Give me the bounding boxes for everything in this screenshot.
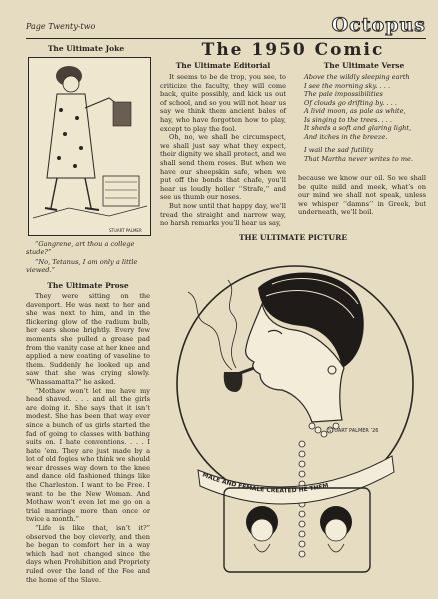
joke-line-1: “Gangrene, art thou a college stude?” — [26, 240, 135, 257]
verse-title: The Ultimate Verse — [323, 61, 405, 70]
editorial-paragraph: Oh, no, we shall be circumspect, we shall just say what they expect, their dignity we shall protect, and we shall send them roses. But when we have our sheepskin safe, when we put off the bonds that chafe, you’ll hear us loudly holler ‘‘Strafe,’’ and see us thumb our noses. — [160, 133, 286, 202]
prose-title: The Ultimate Prose — [47, 281, 129, 290]
editorial-body — [160, 73, 286, 228]
verse-line: A livid moon, as pale as white, — [304, 107, 406, 115]
prose-paragraph: “Life is like that, isn’t it?” observed the boy cleverly, and then he began to comfort her in a way which had not changed since the days when Prohibition and Propriety ruled over the land of the Fee and the home of the Slave. — [26, 524, 150, 584]
prose-paragraph: They were sitting on the davenport. He was next to her and she was next to him, and in the flickering glow of the radium bulb, her ears shone brightly. Every few moments she pulled a grease pad from the vanity case at her knee and applied a new coating of vaseline to them. Suddenly he looked up and saw that she was crying slowly. “Whassamatta?” he asked. — [26, 292, 150, 386]
picture-signature: STUART PALMER ’26 — [328, 428, 379, 434]
joke-illustration — [28, 57, 151, 236]
editorial-paragraph: It seems to be de trop, you see, to criticize the faculty, they will come back, quite possibly, and kick us out of school, and so you will not hear us say we think them ancient bales of hay, who have forgotten how to play, except to play the fool. — [160, 73, 286, 133]
verse-line: It sheds a soft and glaring light, — [304, 124, 412, 132]
editorial-title: The Ultimate Editorial — [175, 61, 271, 70]
verse-line: Of clouds go drifting by. . . . — [304, 98, 397, 107]
comic-title: The 1950 Comic — [201, 40, 385, 60]
prose-paragraph: “Mothaw won’t let me have my head shaved. . . . and all the girls are doing it. She says that it isn’t modest. She has been that way ever since a bunch of us girls started the fad of going to classes with bathing suits on. I hate conventions. . . . I hate ’em. They are just made by a lot of old fogies who think we should wear dresses way down to the knee and dance old fashioned things like the Charleston. I want to be Free. I want to be the New Woman. And Mothaw won’t even let me go on a trial marriage more than once or twice a month.” — [26, 386, 150, 524]
verse-line: Is singing to the trees. . . . — [304, 115, 392, 124]
page-header — [26, 14, 426, 40]
magazine-title: Octopus — [331, 14, 426, 36]
ultimate-picture — [162, 244, 428, 582]
verse-line: And itches in the breeze. — [304, 132, 388, 141]
editorial-continued — [298, 174, 426, 217]
prose-body — [26, 292, 150, 584]
verse-line: I see the morning sky. . . . — [304, 81, 391, 90]
verse-line: That Martha never writes to me. — [304, 154, 414, 163]
verse-stanza-1 — [304, 73, 428, 141]
joke-title: The Ultimate Joke — [47, 44, 125, 53]
verse-stanza-2 — [304, 146, 428, 163]
verse-line: The pale impossibilities — [304, 90, 383, 98]
editorial-continued-text: because we know our oil. So we shall be quite mild and meek, what’s on our mind we shall not speak, unless we whisper ‘‘damns’’ in Greek, but underneath, we’ll boil. — [298, 174, 426, 217]
page-number: Page Twenty-two — [26, 22, 96, 31]
joke-text — [26, 240, 150, 276]
joke-line-2: “No, Tetanus, I am only a little viewed.” — [26, 257, 138, 275]
picture-title: THE ULTIMATE PICTURE — [238, 233, 348, 242]
editorial-paragraph: But now until that happy day, we’ll tread the straight and narrow way, no harsh remarks you’ll hear us say, — [160, 201, 286, 228]
header-rule — [26, 38, 426, 39]
verse-line: I wail the sad futility — [304, 146, 374, 154]
banner-textpath: MALE AND FEMALE CREATED HE THEM — [201, 471, 330, 495]
joke-signature: STUART PALMER — [109, 228, 142, 233]
verse-line: Above the wildly sleeping earth — [304, 73, 410, 81]
